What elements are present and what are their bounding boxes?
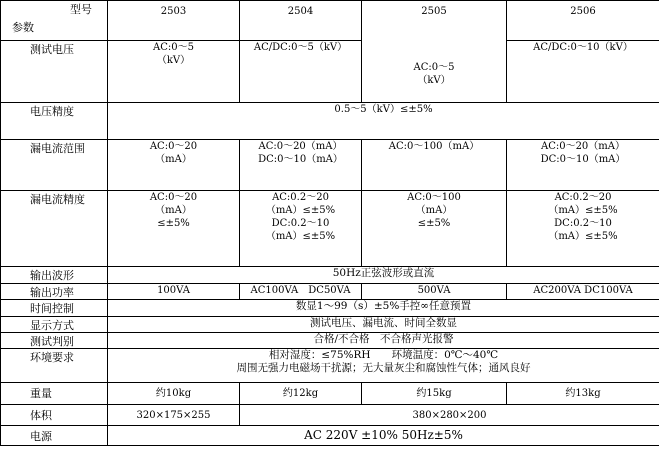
cell-weight-2506: 约13kg	[507, 383, 659, 405]
environment-line-2: 周围无强力电磁场干扰源；无大量灰尘和腐蚀性气体；通风良好	[236, 362, 531, 374]
cell-leak-range-2503: AC:0～20 （mA）	[108, 140, 240, 191]
cell-voltage-2506: AC/DC:0～10（kV）	[507, 41, 659, 103]
cell-leak-range-2504: AC:0～20（mA） DC:0～10（mA）	[240, 140, 362, 191]
cell-leak-acc-2503: AC:0～20 （mA） ≤±5%	[108, 191, 240, 267]
cell-power-2503: 100VA	[108, 284, 240, 300]
cell-weight-2503: 约10kg	[108, 383, 240, 405]
row-test-judgement	[1, 333, 659, 349]
param-label: 参数	[12, 21, 34, 34]
cell-environment	[108, 349, 659, 383]
cell-display-mode: 测试电压、漏电流、时间全数显	[108, 317, 659, 333]
cell-output-waveform: 50Hz正弦波形或直流	[108, 267, 659, 284]
label-leakage-accuracy: 漏电流精度	[1, 191, 108, 267]
row-time-control	[1, 300, 659, 317]
label-environment: 环境要求	[1, 349, 108, 383]
cell-time-control: 数显1～99（s）±5%手控∞任意预置	[108, 300, 659, 317]
label-time-control: 时间控制	[1, 300, 108, 317]
row-weight	[1, 383, 659, 405]
label-output-waveform: 输出波形	[1, 267, 108, 284]
label-test-voltage: 测试电压	[1, 41, 108, 103]
row-output-power	[1, 284, 659, 300]
cell-test-judgement: 合格/不合格 不合格声光报警	[108, 333, 659, 349]
cell-weight-2505: 约15kg	[362, 383, 507, 405]
cell-volume-2503: 320×175×255	[108, 405, 240, 426]
cell-leak-range-2506: AC:0～20（mA） DC:0～10（mA）	[507, 140, 659, 191]
header-corner-cell	[1, 1, 108, 41]
row-display-mode	[1, 317, 659, 333]
cell-volume-others: 380×280×200	[240, 405, 659, 426]
row-volume	[1, 405, 659, 426]
label-power-supply: 电源	[1, 426, 108, 446]
label-volume: 体积	[1, 405, 108, 426]
row-leakage-range	[1, 140, 659, 191]
model-label: 型号	[70, 3, 92, 16]
label-output-power: 输出功率	[1, 284, 108, 300]
cell-power-supply: AC 220V ±10% 50Hz±5%	[108, 426, 659, 446]
cell-voltage-2503: AC:0～5 （kV）	[108, 41, 240, 103]
cell-power-2504: AC100VA DC50VA	[240, 284, 362, 300]
label-leakage-range: 漏电流范围	[1, 140, 108, 191]
row-power-supply	[1, 426, 659, 446]
cell-leak-range-2505: AC:0～100（mA）	[362, 140, 507, 191]
cell-power-2506: AC200VA DC100VA	[507, 284, 659, 300]
label-test-judgement: 测试判别	[1, 333, 108, 349]
cell-leak-acc-2506: AC:0.2～20 （mA）≤±5% DC:0.2～10 （mA）≤±5%	[507, 191, 659, 267]
row-leakage-accuracy	[1, 191, 659, 267]
cell-leak-acc-2504: AC:0.2～20 （mA）≤±5% DC:0.2～10 （mA）≤±5%	[240, 191, 362, 267]
model-2503-header: 2503	[108, 1, 240, 41]
header-row	[1, 1, 659, 41]
row-voltage-accuracy	[1, 103, 659, 140]
row-test-voltage	[1, 41, 659, 103]
label-display-mode: 显示方式	[1, 317, 108, 333]
model-2505-header: 2505 AC:0～5 （kV）	[362, 1, 507, 103]
cell-weight-2504: 约12kg	[240, 383, 362, 405]
cell-voltage-2504: AC/DC:0～5（kV）	[240, 41, 362, 103]
model-2504-header: 2504	[240, 1, 362, 41]
label-weight: 重量	[1, 383, 108, 405]
cell-power-2505: 500VA	[362, 284, 507, 300]
label-voltage-accuracy: 电压精度	[1, 103, 108, 140]
model-2506-header: 2506	[507, 1, 659, 41]
cell-voltage-accuracy: 0.5～5（kV）≤±5%	[108, 103, 659, 140]
row-output-waveform	[1, 267, 659, 284]
cell-leak-acc-2505: AC:0～100 （mA） ≤±5%	[362, 191, 507, 267]
row-environment	[1, 349, 659, 383]
environment-line-1: 相对湿度：≤75%RH 环境温度：0℃～40℃	[268, 349, 499, 361]
